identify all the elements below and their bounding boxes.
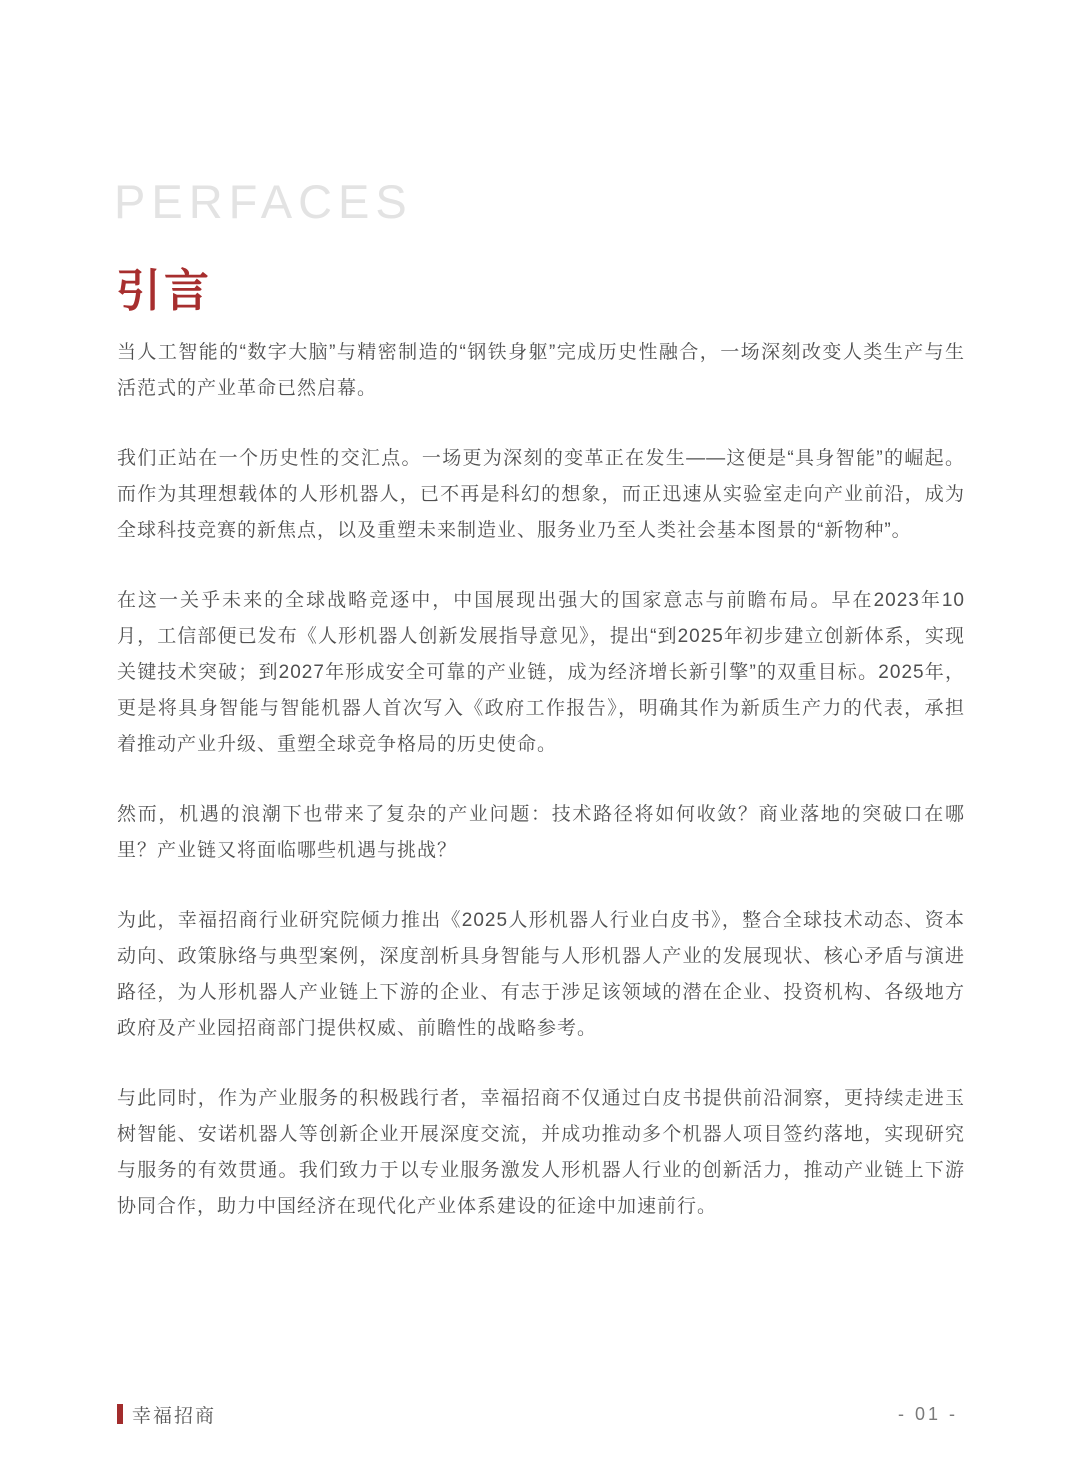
preface-eyebrow: PERFACES — [114, 175, 413, 228]
body-paragraph: 与此同时，作为产业服务的积极践行者，幸福招商不仅通过白皮书提供前沿洞察，更持续走进玉树智能、安诺机器人等创新企业开展深度交流，并成功推动多个机器人项目签约落地，实现研究与服务的有效贯通。我们致力于以专业服务激发人形机器人行业的创新活力，推动产业链上下游协同合作，助力中国经济在现代化产业体系建设的征途中加速前行。 — [117, 1088, 965, 1217]
footer-accent-bar — [117, 1404, 123, 1424]
preface-body — [117, 335, 965, 1225]
body-paragraph: 为此，幸福招商行业研究院倾力推出《2025人形机器人行业白皮书》，整合全球技术动态、资本动向、政策脉络与典型案例，深度剖析具身智能与人形机器人产业的发展现状、核心矛盾与演进路径，为人形机器人产业链上下游的企业、有志于涉足该领域的潜在企业、投资机构、各级地方政府及产业园招商部门提供权威、前瞻性的战略参考。 — [117, 910, 965, 1039]
page-title: 引言 — [116, 265, 213, 317]
body-paragraph: 我们正站在一个历史性的交汇点。一场更为深刻的变革正在发生——这便是“具身智能”的崛起。而作为其理想载体的人形机器人，已不再是科幻的想象，而正迅速从实验室走向产业前沿，成为全球科技竞赛的新焦点，以及重塑未来制造业、服务业乃至人类社会基本图景的“新物种”。 — [117, 448, 965, 541]
body-paragraph: 然而，机遇的浪潮下也带来了复杂的产业问题：技术路径将如何收敛？商业落地的突破口在哪里？产业链又将面临哪些机遇与挑战？ — [117, 804, 965, 861]
footer-brand — [117, 1401, 216, 1428]
page-footer — [117, 1400, 958, 1428]
footer-brand-label: 幸福招商 — [132, 1405, 217, 1427]
page-number: - 01 - — [897, 1403, 958, 1424]
body-paragraph: 在这一关乎未来的全球战略竞逐中，中国展现出强大的国家意志与前瞻布局。早在2023年10月，工信部便已发布《人形机器人创新发展指导意见》，提出“到2025年初步建立创新体系，实现关键技术突破；到2027年形成安全可靠的产业链，成为经济增长新引擎”的双重目标。2025年，更是将具身智能与智能机器人首次写入《政府工作报告》，明确其作为新质生产力的代表，承担着推动产业升级、重塑全球竞争格局的历史使命。 — [117, 590, 965, 755]
body-paragraph: 当人工智能的“数字大脑”与精密制造的“钢铁身躯”完成历史性融合，一场深刻改变人类生产与生活范式的产业革命已然启幕。 — [117, 342, 965, 399]
